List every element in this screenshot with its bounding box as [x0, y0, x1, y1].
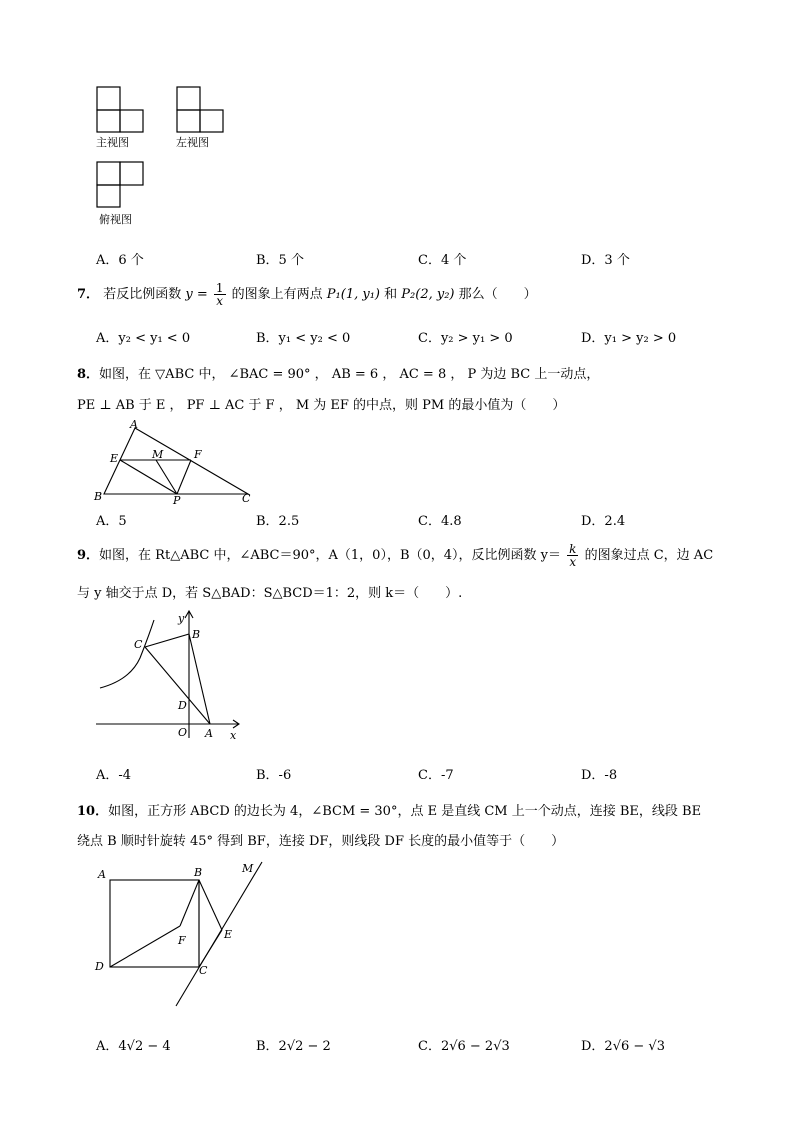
- q6-top-view-label: 俯视图: [99, 213, 132, 226]
- q8-option-c[interactable]: C．4.8: [418, 514, 462, 529]
- q6-option-d[interactable]: D．3 个: [581, 253, 630, 268]
- q7-stem: [77, 282, 537, 307]
- q7-func-den: x: [216, 294, 224, 308]
- q8-label-a: A: [130, 418, 138, 431]
- q10-number: 10．: [77, 804, 109, 819]
- q9-stem-line2: 与 y 轴交于点 D，若 S△BAD：S△BCD＝1：2，则 k＝（ ）.: [77, 586, 463, 601]
- q7-text-and: 和: [384, 287, 398, 302]
- q9-option-d[interactable]: D．-8: [581, 768, 618, 783]
- q9-label-b: B: [192, 628, 201, 641]
- q9-line1-a: 如图，在 Rt△ABC 中，∠ABC＝90°，A（1，0），B（0，4），反比例函数 y＝: [99, 548, 562, 563]
- q6-top-view-figure: [96, 161, 146, 209]
- q10-option-d[interactable]: D．2√6 − √3: [581, 1039, 665, 1054]
- q8-label-b: B: [94, 490, 103, 503]
- q9-label-x: x: [230, 729, 237, 742]
- q8-label-p: P: [173, 494, 181, 507]
- q8-label-e: E: [110, 452, 119, 465]
- q7-text-a: 若反比例函数: [103, 287, 182, 302]
- q7-point-p2: P₂(2, y₂): [401, 287, 455, 302]
- q7-point-p1: P₁(1, y₁): [326, 287, 380, 302]
- q7-func-y: y =: [185, 287, 208, 302]
- q9-frac-den: x: [569, 555, 577, 569]
- q9-option-b[interactable]: B．-6: [256, 768, 292, 783]
- q7-text-c: 那么（ ）: [458, 287, 537, 302]
- q8-label-m: M: [152, 448, 164, 461]
- q9-fraction: [567, 543, 578, 568]
- q8-number: 8．: [77, 367, 100, 382]
- q6-front-view-figure: [96, 86, 146, 134]
- q10-stem-line1: [77, 800, 701, 819]
- q8-stem-line1: [77, 363, 599, 382]
- q8-option-a[interactable]: A．5: [96, 514, 127, 529]
- q9-coordinate-figure: [92, 608, 252, 744]
- q10-label-e: E: [224, 928, 233, 941]
- q9-stem-line1: [77, 543, 713, 568]
- q10-label-b: B: [194, 866, 203, 879]
- q10-option-b[interactable]: B．2√2 − 2: [256, 1039, 331, 1054]
- q10-label-f: F: [178, 934, 186, 947]
- q10-label-d: D: [95, 960, 104, 973]
- q7-func-fraction: [214, 282, 226, 307]
- q7-option-b[interactable]: B．y₁ < y₂ < 0: [256, 331, 351, 346]
- q7-number: 7．: [77, 287, 100, 302]
- q8-triangle-figure: [90, 416, 260, 508]
- q8-line1-text: 如图，在 ▽ABC 中， ∠BAC = 90° ， AB = 6 ， AC = 8 ， P 为边 BC 上一动点，: [99, 367, 600, 382]
- q6-front-view-label: 主视图: [96, 136, 129, 149]
- q7-option-d[interactable]: D．y₁ > y₂ > 0: [581, 331, 677, 346]
- q9-label-c: C: [134, 638, 143, 651]
- q8-option-b[interactable]: B．2.5: [256, 514, 300, 529]
- q10-label-m: M: [242, 862, 254, 875]
- q9-label-y: y: [178, 612, 185, 625]
- q6-left-view-figure: [176, 86, 226, 134]
- q8-label-c: C: [242, 492, 251, 505]
- q9-label-a: A: [205, 727, 213, 740]
- q6-option-a[interactable]: A．6 个: [96, 253, 144, 268]
- q7-func-num: 1: [215, 281, 224, 295]
- q7-option-a[interactable]: A．y₂ < y₁ < 0: [96, 331, 191, 346]
- q10-label-a: A: [98, 868, 106, 881]
- q10-square-figure: [92, 858, 272, 1018]
- q6-option-c[interactable]: C．4 个: [418, 253, 467, 268]
- q6-option-b[interactable]: B．5 个: [256, 253, 304, 268]
- q9-frac-num: k: [569, 542, 577, 556]
- q9-option-c[interactable]: C．-7: [418, 768, 454, 783]
- q10-stem-line2: 绕点 B 顺时针旋转 45° 得到 BF，连接 DF，则线段 DF 长度的最小值等于（ ）: [77, 834, 565, 849]
- q9-line1-b: 的图象过点 C，边 AC: [584, 548, 714, 563]
- q8-label-f: F: [194, 448, 202, 461]
- q10-option-c[interactable]: C．2√6 − 2√3: [418, 1039, 510, 1054]
- q10-label-c: C: [199, 964, 208, 977]
- q9-option-a[interactable]: A．-4: [96, 768, 132, 783]
- q8-option-d[interactable]: D．2.4: [581, 514, 626, 529]
- q7-option-c[interactable]: C．y₂ > y₁ > 0: [418, 331, 513, 346]
- q7-text-b: 的图象上有两点: [231, 287, 323, 302]
- q6-left-view-label: 左视图: [176, 136, 209, 149]
- q9-number: 9．: [77, 548, 100, 563]
- q9-label-o: O: [178, 726, 188, 739]
- q9-label-d: D: [178, 699, 187, 712]
- q10-option-a[interactable]: A．4√2 − 4: [96, 1039, 171, 1054]
- q10-line1-text: 如图，正方形 ABCD 的边长为 4，∠BCM = 30°，点 E 是直线 CM 上一个动点，连接 BE，线段 BE: [108, 804, 702, 819]
- q8-stem-line2: PE ⊥ AB 于 E ， PF ⊥ AC 于 F ， M 为 EF 的中点，则 PM 的最小值为（ ）: [77, 398, 566, 413]
